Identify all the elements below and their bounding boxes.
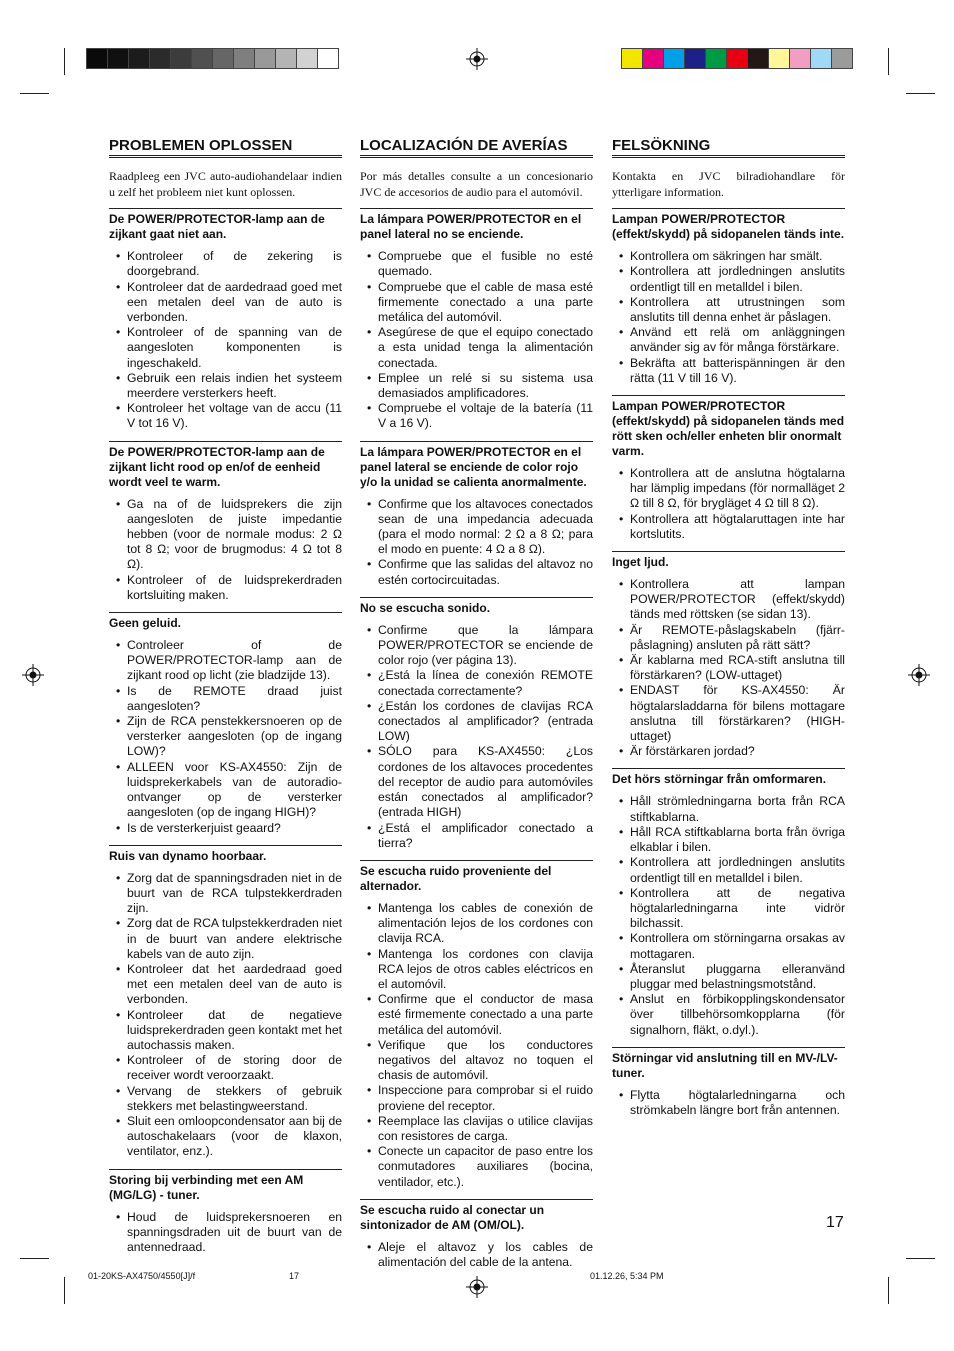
remedy-list [612, 1088, 845, 1118]
color-patch [86, 48, 108, 69]
color-patch [213, 48, 234, 69]
problem-heading: Det hörs störningar från omformaren. [612, 772, 827, 787]
color-patch [727, 48, 748, 69]
color-calibration-bar [621, 48, 853, 68]
remedy-list [360, 1240, 593, 1270]
color-patch [192, 48, 213, 69]
color-patch [234, 48, 255, 69]
remedy-item: • Is de versterkerjuist geaard? [127, 821, 342, 836]
problem-section [612, 551, 845, 759]
crop-mark [20, 1258, 49, 1259]
registration-mark-top [466, 48, 488, 70]
grayscale-calibration-bar [86, 48, 339, 68]
column-dutch [109, 138, 342, 1264]
remedy-item: • Kontrollera att de anslutna högtalarna har lämplig impedans (för normalläget 2 Ω till 8 Ω, för brygläget 4 Ω till 8 Ω). [630, 466, 845, 512]
remedy-item: • Kontroleer of de luidsprekerdraden kortsluiting maken. [127, 573, 342, 603]
problem-heading: Lampan POWER/PROTECTOR (effekt/skydd) på sidopanelen tänds med rött sken och/eller enheten blir onormalt varm. [612, 399, 845, 459]
crop-mark [64, 48, 65, 75]
remedy-item: • Kontrollera att de negativa högtalarledningarna inte vidrör bilchassit. [630, 886, 845, 932]
problem-heading: Se escucha ruido al conectar un sintonizador de AM (OM/OL). [360, 1202, 545, 1232]
remedy-item: • Kontroleer het voltage van de accu (11 V tot 16 V). [127, 401, 342, 431]
crop-mark [906, 93, 935, 94]
problem-heading: La lámpara POWER/PROTECTOR en el panel lateral se enciende de color rojo y/o la unidad se calienta anormalmente. [360, 444, 587, 489]
problem-section [360, 208, 593, 431]
remedy-item: • Kontroleer of de zekering is doorgebrand. [127, 249, 342, 279]
color-patch [276, 48, 297, 69]
remedy-list [109, 249, 342, 431]
remedy-item: • Återanslut pluggarna elleranvänd pluggar med belastningsmotstånd. [630, 962, 845, 992]
color-patch [832, 48, 853, 69]
remedy-item: • Kontrollera att utrustningen som anslutits till denna enhet är påslagen. [630, 295, 845, 325]
problem-section [612, 1047, 845, 1118]
remedy-item: • Confirme que las salidas del altavoz no estén cortocircuitadas. [378, 557, 593, 587]
footer-file-name: 01-20KS-AX4750/4550[J]/f [88, 1271, 196, 1281]
problem-section [109, 612, 342, 836]
column-swedish [612, 138, 845, 1127]
remedy-list [360, 249, 593, 431]
registration-mark-right [908, 664, 930, 686]
problem-heading: De POWER/PROTECTOR-lamp aan de zijkant licht rood op en/of de eenheid wordt veel te warm. [109, 444, 325, 489]
remedy-item: • Zorg dat de spanningsdraden niet in de buurt van de RCA tulpstekkerdraden zijn. [127, 871, 342, 917]
crop-mark [888, 1277, 889, 1304]
color-patch [769, 48, 790, 69]
color-patch [318, 48, 339, 69]
crop-mark [906, 1258, 935, 1259]
page-number: 17 [826, 1214, 844, 1231]
color-patch [685, 48, 706, 69]
footer-page: 17 [289, 1271, 300, 1281]
intro-text: Raadpleeg een JVC auto-audiohandelaar indien u zelf het probleem niet kunt oplossen. [109, 169, 342, 200]
remedy-item: • Håll RCA stiftkablarna borta från övriga elkablar i bilen. [630, 825, 845, 855]
remedy-item: • ENDAST för KS-AX4550: Är högtalarsladdarna för bilens mottagare anslutna till förstärkaren? (HIGH-uttaget) [630, 683, 845, 744]
column-spanish [360, 138, 593, 1279]
remedy-item: • Är kablarna med RCA-stift anslutna till förstärkaren? (LOW-uttaget) [630, 653, 845, 683]
remedy-item: • Ga na of de luidsprekers die zijn aangesloten de juiste impedantie hebben (voor de normale modus: 2 Ω tot 8 Ω; voor de brugmodus: 4 Ω tot 8 Ω). [127, 497, 342, 573]
remedy-item: • Kontroleer of de spanning van de aangesloten komponenten is ingeschakeld. [127, 325, 342, 371]
problem-section [612, 395, 845, 542]
column-title: PROBLEMEN OPLOSSEN [109, 138, 342, 158]
remedy-list [612, 577, 845, 759]
color-patch [643, 48, 664, 69]
remedy-item: • ALLEEN voor KS-AX4550: Zijn de luidsprekerkabels van de autoradio-ontvanger op de versterker aangesloten (op de ingang HIGH)? [127, 760, 342, 821]
remedy-item: • Är förstärkaren jordad? [630, 744, 845, 759]
remedy-item: • Kontroleer of de storing door de receiver wordt veroorzaakt. [127, 1053, 342, 1083]
remedy-item: • Is de REMOTE draad juist aangesloten? [127, 684, 342, 714]
problem-heading: De POWER/PROTECTOR-lamp aan de zijkant gaat niet aan. [109, 212, 325, 242]
remedy-item: • ¿Están los cordones de clavijas RCA conectados al amplificador? (entrada LOW) [378, 699, 593, 745]
problem-heading: Störningar vid anslutning till en MV-/LV- tuner. [612, 1050, 838, 1080]
remedy-item: • Mantenga los cordones con clavija RCA lejos de otros cables eléctricos en el automóvil. [378, 947, 593, 993]
registration-mark-bottom [466, 1276, 488, 1298]
color-patch [790, 48, 811, 69]
color-patch [621, 48, 643, 69]
remedy-item: • Confirme que la lámpara POWER/PROTECTOR se enciende de color rojo (ver página 13). [378, 623, 593, 669]
problem-heading: Storing bij verbinding met een AM (MG/LG) - tuner. [109, 1172, 304, 1202]
color-patch [748, 48, 769, 69]
crop-mark [888, 48, 889, 75]
problem-section [109, 208, 342, 431]
remedy-item: • Kontrollera att högtalaruttagen inte har kortslutits. [630, 512, 845, 542]
footer-timestamp: 01.12.26, 5:34 PM [590, 1271, 664, 1281]
problem-heading: Geen geluid. [109, 616, 182, 631]
problem-heading: Ruis van dynamo hoorbaar. [109, 848, 267, 863]
problem-heading: No se escucha sonido. [360, 600, 491, 615]
problem-section [612, 208, 845, 386]
remedy-item: • Flytta högtalarledningarna och strömkabeln längre bort från antennen. [630, 1088, 845, 1118]
remedy-item: • Kontroleer dat het aardedraad goed met een metalen deel van de auto is verbonden. [127, 962, 342, 1008]
remedy-item: • Kontrollera att jordledningen anslutits ordentligt till en metalldel i bilen. [630, 855, 845, 885]
remedy-item: • Håll strömledningarna borta från RCA stiftkablarna. [630, 794, 845, 824]
remedy-item: • Mantenga los cables de conexión de alimentación lejos de los cordones con clavija RCA. [378, 901, 593, 947]
problem-section [360, 860, 593, 1190]
crop-mark [20, 93, 49, 94]
problem-heading: Inget ljud. [612, 555, 669, 570]
color-patch [150, 48, 171, 69]
remedy-item: • Kontroleer dat de aardedraad goed met een metalen deel van de auto is verbonden. [127, 280, 342, 326]
column-title: LOCALIZACIÓN DE AVERÍAS [360, 138, 593, 158]
registration-mark-left [22, 664, 44, 686]
problem-section [360, 1199, 593, 1270]
remedy-list [109, 497, 342, 603]
remedy-list [612, 249, 845, 386]
remedy-item: • Gebruik een relais indien het systeem meerdere versterkers heeft. [127, 371, 342, 401]
remedy-item: • Asegúrese de que el equipo conectado a esta unidad tenga la alimentación conectada. [378, 325, 593, 371]
intro-text: Kontakta en JVC bilradiohandlare för ytterligare information. [612, 169, 845, 200]
color-patch [664, 48, 685, 69]
problem-section [360, 441, 593, 588]
remedy-item: • Compruebe que el fusible no esté quemado. [378, 249, 593, 279]
remedy-list [612, 794, 845, 1037]
remedy-item: • Zijn de RCA penstekkersnoeren op de versterker aangesloten (op de ingang LOW)? [127, 714, 342, 760]
remedy-item: • Reemplace las clavijas o utilice clavijas con resistores de carga. [378, 1114, 593, 1144]
color-patch [129, 48, 150, 69]
remedy-item: • Verifique que los conductores negativos del altavoz no toquen el chasis de automóvil. [378, 1038, 593, 1084]
problem-heading: Lampan POWER/PROTECTOR (effekt/skydd) på sidopanelen tänds inte. [612, 212, 845, 242]
color-patch [255, 48, 276, 69]
remedy-item: • Confirme que los altavoces conectados sean de una impedancia adecuada (para el modo normal: 2 Ω a 8 Ω; para el modo en puente: 4 Ω a 8 Ω). [378, 497, 593, 558]
problem-section [109, 441, 342, 603]
remedy-item: • ¿Está la línea de conexión REMOTE conectada correctamente? [378, 668, 593, 698]
remedy-list [109, 638, 342, 836]
remedy-list [360, 901, 593, 1190]
color-patch [706, 48, 727, 69]
remedy-item: • Inspeccione para comprobar si el ruido proviene del receptor. [378, 1083, 593, 1113]
remedy-list [360, 623, 593, 851]
remedy-list [109, 871, 342, 1160]
remedy-item: • Conecte un capacitor de paso entre los conmutadores auxiliares (bocina, ventilador, etc.). [378, 1144, 593, 1190]
problem-section [612, 768, 845, 1037]
remedy-item: • Använd ett relä om anläggningen använder sig av för många förstärkare. [630, 325, 845, 355]
remedy-item: • Är REMOTE-påslagskabeln (fjärr-påslagning) ansluten på rätt sätt? [630, 623, 845, 653]
remedy-item: • Bekräfta att batterispänningen är den rätta (11 V till 16 V). [630, 356, 845, 386]
column-title: FELSÖKNING [612, 138, 845, 158]
remedy-item: • Emplee un relé si su sistema usa demasiados amplificadores. [378, 371, 593, 401]
remedy-item: • Controleer of de POWER/PROTECTOR-lamp aan de zijkant rood op licht (zie bladzijde 13). [127, 638, 342, 684]
remedy-item: • Zorg dat de RCA tulpstekkerdraden niet in de buurt van andere elektrische kabels van de auto zijn. [127, 916, 342, 962]
remedy-item: • ¿Está el amplificador conectado a tierra? [378, 821, 593, 851]
remedy-item: • Vervang de stekkers of gebruik stekkers met belastingweerstand. [127, 1084, 342, 1114]
color-patch [108, 48, 129, 69]
remedy-item: • Kontrollera att lampan POWER/PROTECTOR (effekt/skydd) tänds med röttsken (se sidan 13). [630, 577, 845, 623]
remedy-item: • Kontrollera att jordledningen anslutits ordentligt till en metalldel i bilen. [630, 264, 845, 294]
remedy-item: • Kontrollera om säkringen har smält. [630, 249, 845, 264]
remedy-item: • SÓLO para KS-AX4550: ¿Los cordones de los altavoces procedentes del receptor de audio para automóviles están conectados al amplificador? (entrada HIGH) [378, 744, 593, 820]
color-patch [171, 48, 192, 69]
remedy-item: • Kontrollera om störningarna orsakas av mottagaren. [630, 931, 845, 961]
problem-section [360, 597, 593, 851]
problem-heading: Se escucha ruido proveniente del alternador. [360, 863, 552, 893]
remedy-item: • Compruebe que el cable de masa esté firmemente conectado a una parte metálica del automóvil. [378, 280, 593, 326]
remedy-list [109, 1210, 342, 1256]
remedy-item: • Sluit een omloopcondensator aan bij de autoschakelaars (voor de klaxon, ventilator, enz.). [127, 1114, 342, 1160]
remedy-item: • Confirme que el conductor de masa esté firmemente conectado a una parte metálica del automóvil. [378, 992, 593, 1038]
problem-heading: La lámpara POWER/PROTECTOR en el panel lateral no se enciende. [360, 212, 582, 242]
remedy-item: • Compruebe el voltaje de la batería (11 V a 16 V). [378, 401, 593, 431]
remedy-list [612, 466, 845, 542]
color-patch [297, 48, 318, 69]
crop-mark [64, 1277, 65, 1304]
color-patch [811, 48, 832, 69]
remedy-item: • Kontroleer dat de negatieve luidsprekerdraden geen kontakt met het autochassis maken. [127, 1008, 342, 1054]
problem-section [109, 1169, 342, 1256]
remedy-item: • Houd de luidsprekersnoeren en spanningsdraden uit de buurt van de antennedraad. [127, 1210, 342, 1256]
problem-section [109, 845, 342, 1160]
remedy-item: • Anslut en förbikopplingskondensator över tillbehörsomkopplarna (för signalhorn, fläkt, o.dyl.). [630, 992, 845, 1038]
remedy-item: • Aleje el altavoz y los cables de alimentación del cable de la antena. [378, 1240, 593, 1270]
remedy-list [360, 497, 593, 588]
intro-text: Por más detalles consulte a un concesionario JVC de accesorios de audio para el automóvil. [360, 169, 593, 200]
